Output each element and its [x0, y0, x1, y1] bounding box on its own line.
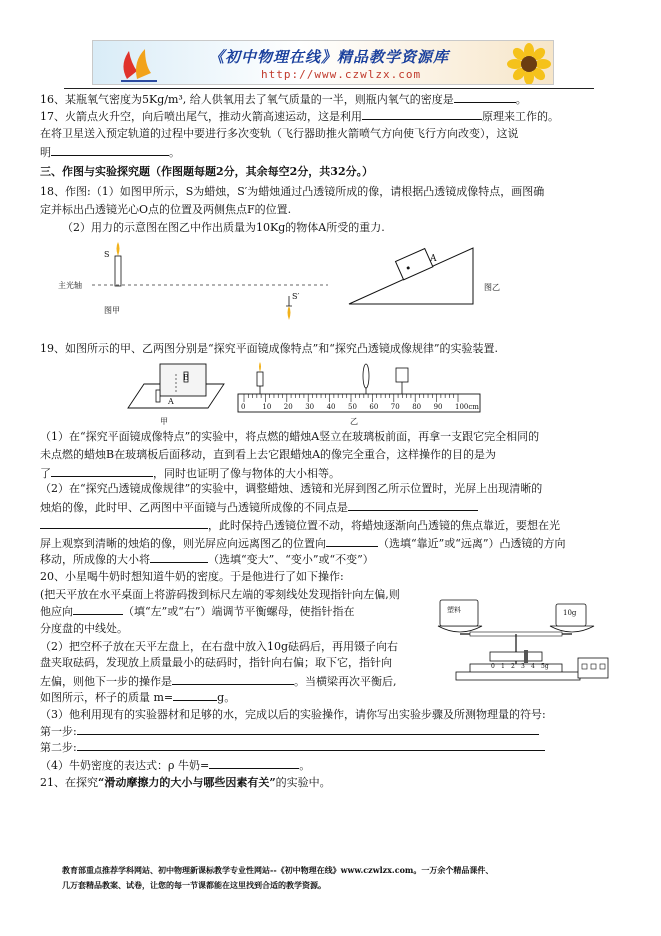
ruler-tick-label: 70 [390, 403, 400, 411]
q20-line7 [40, 674, 397, 689]
q20-line9: （3）他利用现有的实验器材和足够的水，完成以后的实验操作，请你写出实验步骤及所测物理量的符号: [40, 708, 546, 721]
q19-p2-line4 [40, 536, 566, 551]
candle-flame-icon [117, 242, 120, 256]
header-rule [64, 88, 594, 89]
footer-line1: 教育部重点推荐学科网站、初中物理新课标教学专业性网站--《初中物理在线》www.czwlzx.com。一万余个精品课件、 [62, 865, 494, 875]
q18-line1: 18、作图:（1）如图甲所示，S为蜡烛，S′为蜡烛通过凸透镜所成的像，请根据凸透镜成像特点，画图确 [40, 185, 545, 198]
ruler-tick-label: 50 [348, 403, 357, 411]
q17-blank1 [362, 109, 482, 120]
balance-left-label: 塑料 [447, 606, 461, 614]
fig19-label-b: B [183, 373, 189, 382]
q21-end: 的实验中。 [275, 776, 331, 789]
q19-p2-line2 [40, 500, 478, 515]
fig-yi-caption: 图乙 [484, 283, 500, 292]
candle-icon [115, 256, 121, 286]
convex-lens-icon [363, 364, 369, 388]
q17-line1-end: 原理来工作的。 [482, 110, 559, 123]
q19-p2-line5-start: 移动，所成像的大小将 [40, 553, 150, 566]
q19-line1: 19、如图所示的甲、乙两图分别是“探究平面镜成像特点”和“探究凸透镜成像规律”的实验装置. [40, 342, 498, 355]
q17-line1-text: 17、火箭点火升空，向后喷出尾气，推动火箭高速运动，这是利用 [40, 110, 362, 123]
balance-scale-tick-label: 5g [541, 663, 549, 670]
q20-blank2 [172, 674, 294, 685]
q20-line1: 20、小星喝牛奶时想知道牛奶的密度。于是他进行了如下操作: [40, 570, 344, 583]
ruler-tick-label: 0 [241, 403, 246, 411]
q20-line8-start: 如图所示，杯子的质量 m= [40, 691, 174, 704]
q19-p1-line3-end: ，同时也证明了像与物体的大小相等。 [153, 467, 340, 480]
q20-blank4 [209, 758, 299, 769]
q19-blank1 [51, 466, 153, 477]
q17-line3 [40, 145, 180, 160]
q17-line3-start: 明 [40, 146, 51, 159]
q19-blank2 [348, 500, 478, 511]
q20-line3 [40, 604, 355, 619]
balance-scale-tick-label: 3 [521, 663, 525, 670]
q19-p2-line4-end: （选填“靠近”或“远离”）凸透镜的方向 [378, 537, 566, 550]
q17-line3-end: 。 [169, 146, 180, 159]
q19-p2-line5 [40, 552, 374, 567]
q16-end: 。 [515, 93, 527, 106]
balance-scale-tick-label: 2 [511, 663, 515, 670]
q19-blank4 [326, 536, 378, 547]
ruler-tick-label: 100cm [455, 403, 479, 411]
q20-line4: 分度盘的中线处。 [40, 622, 128, 635]
q19-p1-line2: 未点燃的蜡烛B在玻璃板后面移动，直到看上去它跟蜡烛A的像完全重合，这样操作的目的是为 [40, 448, 497, 461]
q19-p1-line3 [40, 466, 340, 481]
footer-line2: 几万套精品教案、试卷，让您的每一节课都能在这里找到合适的教学资源。 [62, 880, 326, 890]
section3-heading: 三、作图与实验探究题（作图题每题2分，其余每空2分，共32分。） [40, 165, 374, 178]
banner-title: 《初中物理在线》精品教学资源库 [209, 48, 450, 66]
q18-line3: （2）用力的示意图在图乙中作出质量为10Kg的物体A所受的重力. [62, 221, 385, 234]
q20-line3-start: 他应向 [40, 605, 73, 618]
q17-line2: 在将卫星送入预定轨道的过程中要进行多次变轨（飞行器助推火箭喷气方向使飞行方向改变），这说 [40, 127, 519, 140]
fig-jia-caption: 图甲 [104, 306, 120, 315]
q21-line [40, 776, 331, 790]
ruler-tick-label: 80 [412, 403, 422, 411]
image-flame-icon [288, 306, 291, 320]
q20-step2-blank [77, 740, 545, 751]
q20-step1-label: 第一步: [40, 725, 77, 738]
figure-mirror-setup [126, 360, 226, 412]
fig-jia-axis: 主光轴 [58, 281, 82, 290]
q19-p1-line3-start: 了 [40, 467, 51, 480]
q20-line12 [40, 758, 310, 773]
fig-yi-a: A [430, 254, 437, 264]
q17-blank2 [51, 145, 169, 156]
banner-url: http://www.czwlzx.com [261, 68, 422, 81]
q19-blank5 [150, 552, 208, 563]
light-screen-icon [396, 368, 408, 382]
ruler-tick-label: 30 [305, 403, 315, 411]
q16-line [40, 92, 527, 107]
q20-line7-start: 左偏，则他下一步的操作是 [40, 675, 172, 688]
q20-line12-end: 。 [299, 759, 311, 772]
q20-step1-blank [77, 724, 539, 735]
q16-text: 16、某瓶氧气密度为5Kg/m³, 给人供氧用去了氧气质量的一半，则瓶内氧气的密度是 [40, 93, 454, 106]
q20-line12-start: （4）牛奶密度的表达式：ρ 牛奶= [40, 759, 210, 772]
q20-step2-label: 第二步: [40, 741, 77, 754]
sunflower-icon [505, 43, 553, 85]
balance-scale-ruler [490, 652, 542, 661]
ruler-tick-label: 10 [262, 403, 272, 411]
q20-line7-end: 。当横梁再次平衡后, [294, 675, 397, 688]
q20-line3-end: （填“左”或“右”）端调节平衡螺母，使指针指在 [123, 605, 355, 618]
site-logo-icon [113, 45, 163, 83]
q19-blank3 [40, 518, 208, 529]
q19-p2-line3-end: ，此时保持凸透镜位置不动，将蜡烛逐渐向凸透镜的焦点靠近，要想在光 [208, 519, 560, 532]
q19-p2-line5-end: （选填“变大”、“变小”或“不变”） [208, 553, 374, 566]
fig19-caption-yi: 乙 [350, 417, 358, 426]
q20-line2: (把天平放在水平桌面上将游码拨到标尺左端的零刻线处发现指针向左偏,则 [40, 588, 400, 601]
fig19-caption-jia: 甲 [160, 417, 168, 426]
ruler-tick-label: 90 [433, 403, 443, 411]
q18-line2: 定并标出凸透镜光心O点的位置及两侧焦点F的位置. [40, 203, 292, 216]
q19-p2-line1: （2）在“探究凸透镜成像规律”的实验中，调整蜡烛、透镜和光屏到图乙所示位置时，光屏上出现清晰的 [40, 482, 543, 495]
figure-yi [345, 240, 485, 308]
q21-start: 21、在探究 [40, 776, 98, 789]
q20-line6: 盘夹取砝码，发现放上质量最小的砝码时，指针向右偏；取下它，指针向 [40, 656, 392, 669]
fig-jia-s: S [104, 250, 110, 259]
header-banner [92, 40, 554, 85]
ruler-tick-label: 20 [283, 403, 293, 411]
ruler-tick-label: 60 [369, 403, 379, 411]
q20-blank1 [73, 604, 123, 615]
candle-a-icon [156, 390, 160, 402]
optical-bench [238, 394, 480, 412]
fig19-label-a: A [168, 397, 174, 406]
balance-right-label: 10g [563, 609, 577, 617]
balance-scale-tick-label: 4 [531, 663, 535, 670]
q21-bold: “滑动摩擦力的大小与哪些因素有关” [98, 776, 276, 789]
q20-line8 [40, 690, 235, 705]
q20-step1 [40, 724, 539, 739]
q20-line5: （2）把空杯子放在天平左盘上，在右盘中放入10g砝码后，再用镊子向右 [40, 640, 399, 653]
q19-p2-line4-start: 屏上观察到清晰的烛焰的像，则光屏应向远离图乙的位置向 [40, 537, 326, 550]
fig-jia-s-prime: S′ [292, 292, 300, 301]
balance-scale-tick-label: 1 [501, 663, 505, 670]
figure-lens-setup [236, 360, 482, 416]
q16-blank [454, 92, 516, 103]
ruler-tick-label: 40 [326, 403, 336, 411]
figure-balance [430, 586, 610, 690]
q20-line8-end: g。 [217, 691, 236, 704]
lens-candle-icon [257, 372, 263, 386]
q20-step2 [40, 740, 545, 755]
q20-blank3 [173, 690, 217, 701]
balance-scale-tick-label: 0 [491, 663, 495, 670]
q17-line1 [40, 109, 559, 124]
q19-p2-line2-text: 烛焰的像，此时甲、乙两图中平面镜与凸透镜所成像的不同点是 [40, 501, 348, 514]
q19-p2-line3 [40, 518, 560, 533]
q19-p1-line1: （1）在“探究平面镜成像特点”的实验中，将点燃的蜡烛A竖立在玻璃板前面，再拿一支跟它完全相同的 [40, 430, 540, 443]
